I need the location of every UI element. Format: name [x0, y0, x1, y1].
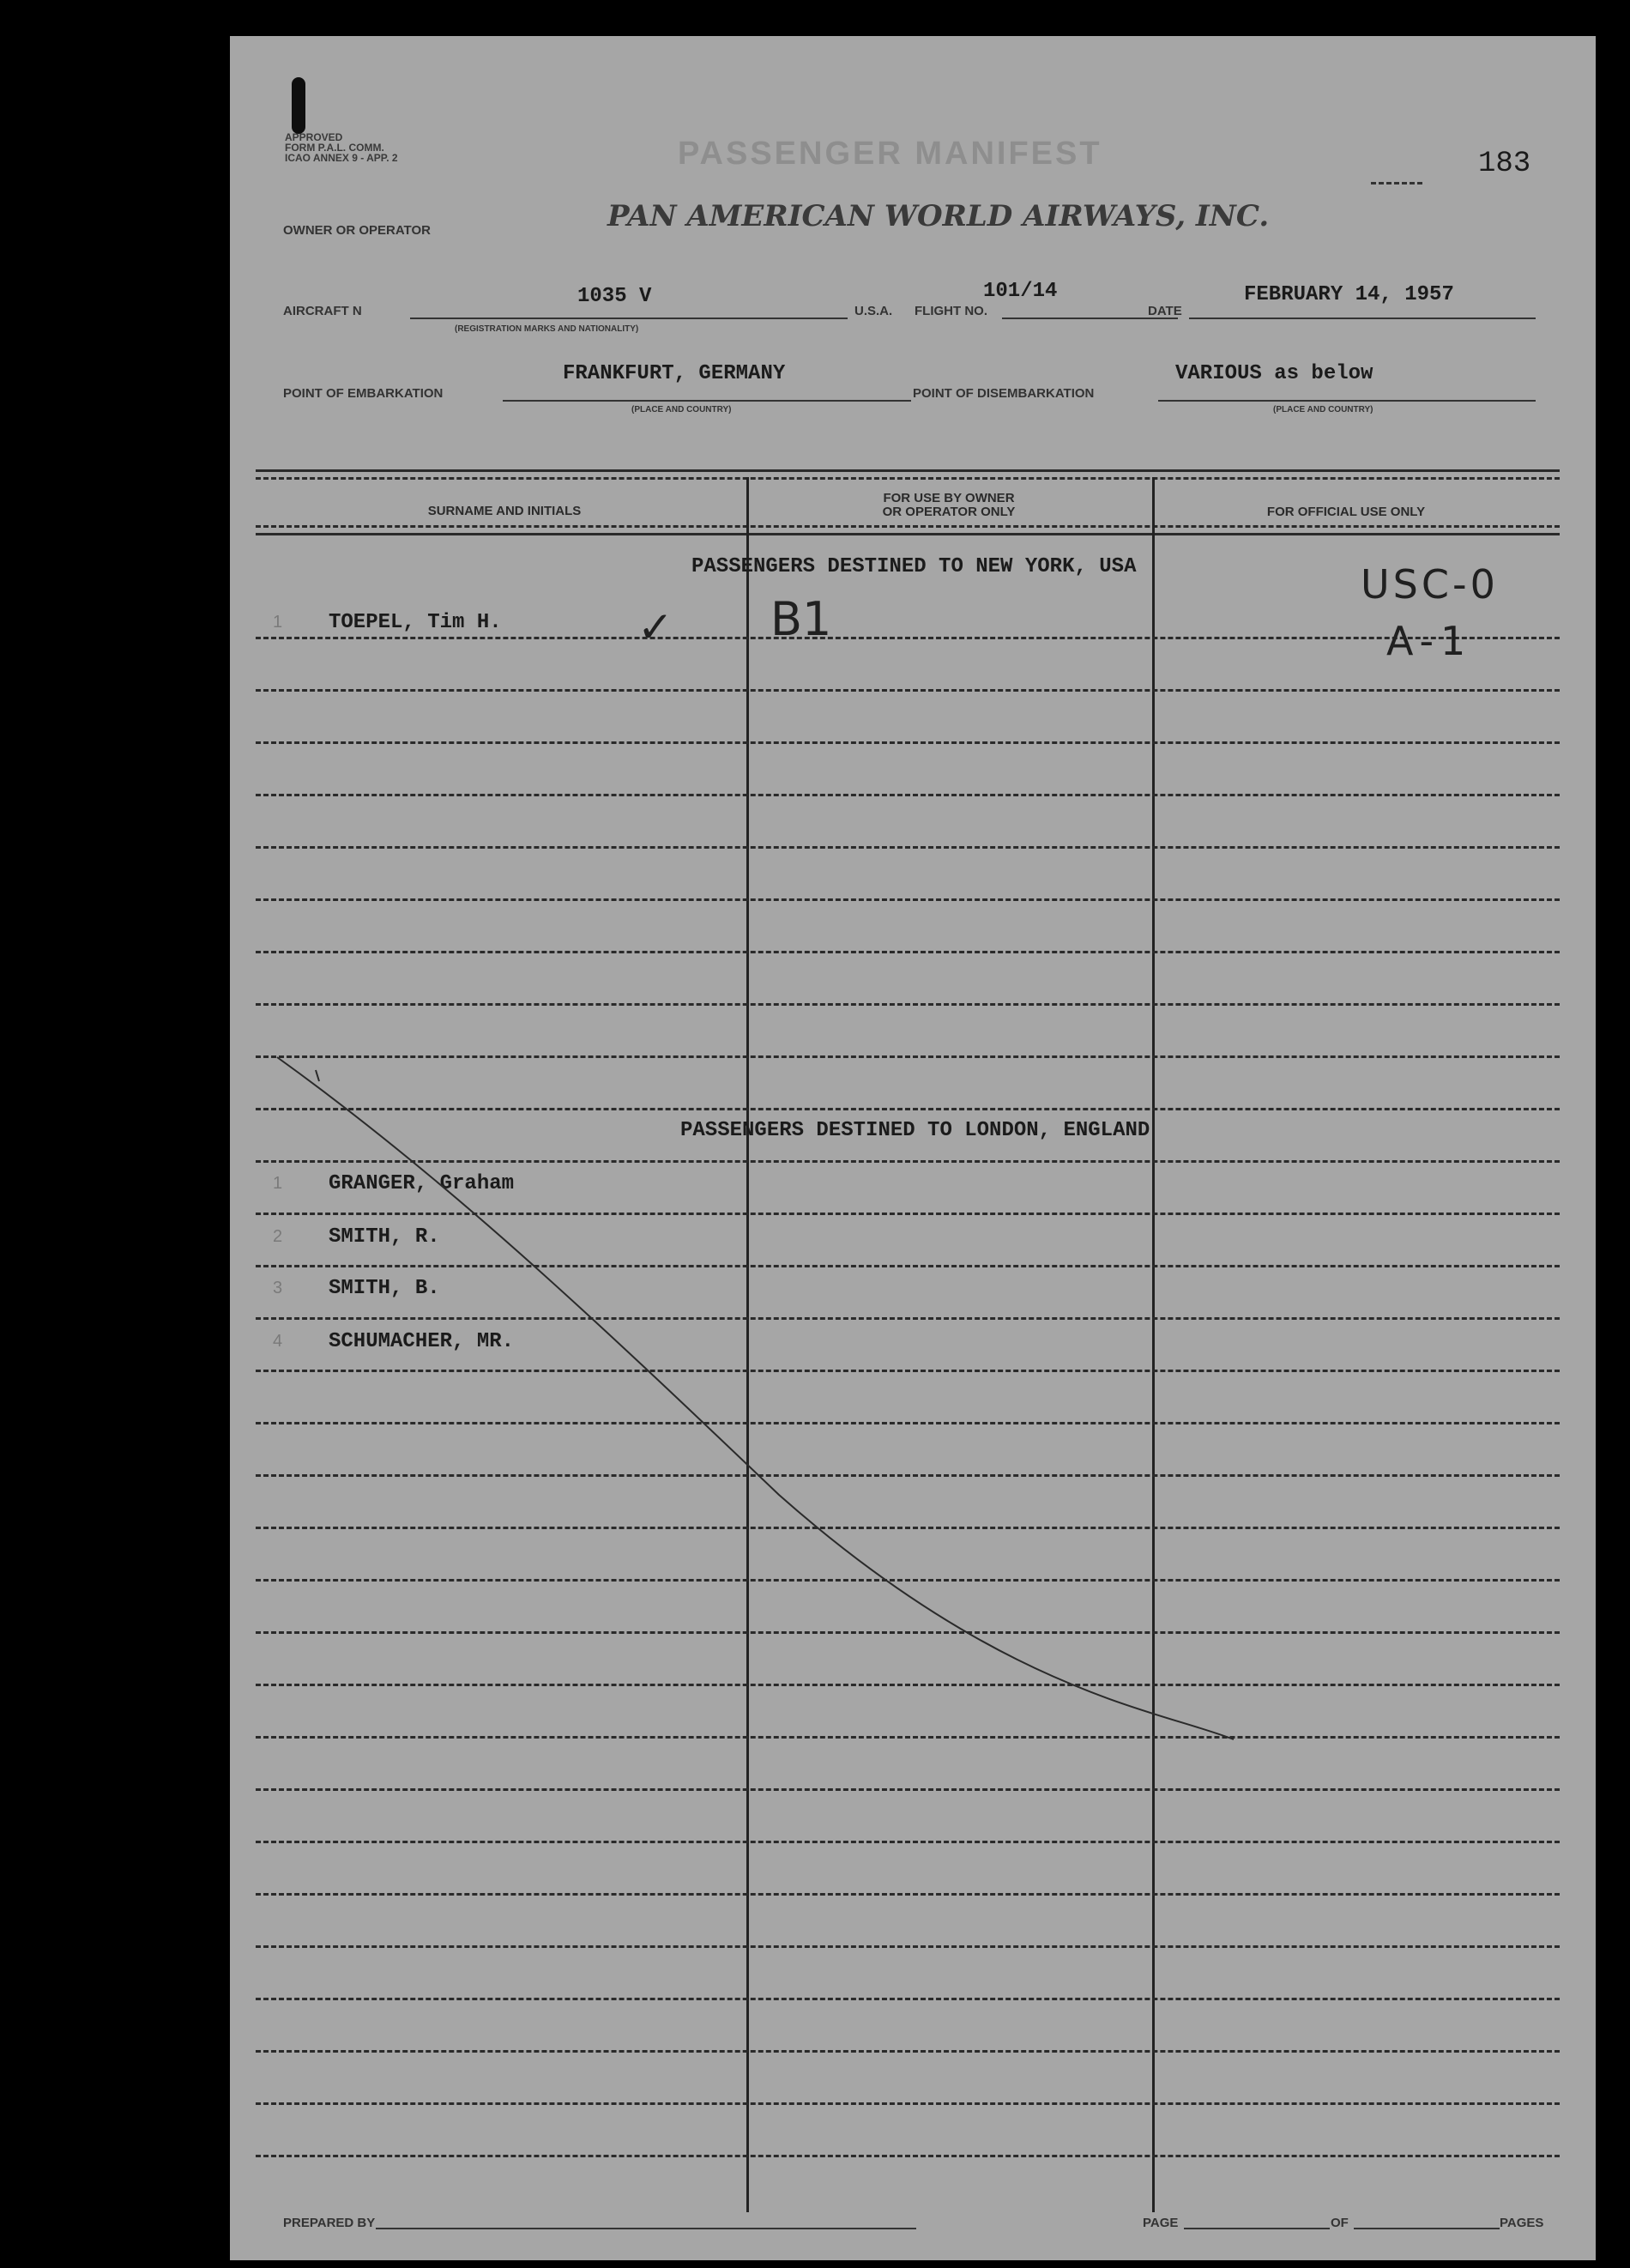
usa-label: U.S.A. — [854, 304, 893, 318]
col-header-official: FOR OFFICIAL USE ONLY — [1266, 505, 1426, 519]
aircraft-sub: (REGISTRATION MARKS AND NATIONALITY) — [455, 324, 639, 334]
disembark-value: VARIOUS as below — [1175, 362, 1373, 385]
group-heading-new-york: PASSENGERS DESTINED TO NEW YORK, USA — [691, 555, 1137, 578]
col-header-owner-use-2: OR OPERATOR ONLY — [882, 505, 1016, 519]
form-title: PASSENGER MANIFEST — [678, 136, 1102, 172]
disembark-label: POINT OF DISEMBARKATION — [913, 386, 1095, 401]
owner-value: PAN AMERICAN WORLD AIRWAYS, INC. — [607, 199, 1270, 233]
row-number: 4 — [273, 1332, 283, 1351]
row-number: 1 — [273, 1174, 283, 1193]
page-number: 183 — [1478, 148, 1531, 180]
official-note-2: A-1 — [1386, 618, 1473, 664]
official-note-1: USC-0 — [1361, 561, 1499, 608]
page-line — [1184, 2228, 1330, 2229]
approval-stamp: APPROVED FORM P.A.L. COMM. ICAO ANNEX 9 - APP. 2 — [285, 131, 398, 164]
embark-value: FRANKFURT, GERMANY — [563, 362, 786, 385]
cancel-stroke — [230, 36, 1596, 2260]
aircraft-value: 1035 V — [577, 285, 652, 308]
row-number: 1 — [273, 613, 283, 632]
passenger-name: SMITH, R. — [329, 1225, 440, 1249]
date-value: FEBRUARY 14, 1957 — [1244, 283, 1454, 306]
prepared-by-label: PREPARED BY — [283, 2216, 376, 2230]
group-heading-london: PASSENGERS DESTINED TO LONDON, ENGLAND — [680, 1119, 1150, 1142]
passenger-name: TOEPEL, Tim H. — [329, 611, 502, 634]
aircraft-label: AIRCRAFT N — [283, 304, 362, 318]
embark-label: POINT OF EMBARKATION — [283, 386, 444, 401]
owner-note: B1 — [770, 592, 832, 646]
row-number: 3 — [273, 1279, 283, 1297]
passenger-name: SMITH, B. — [329, 1277, 440, 1300]
date-label: DATE — [1148, 304, 1182, 318]
flight-value: 101/14 — [983, 280, 1058, 303]
flight-label: FLIGHT NO. — [915, 304, 987, 318]
pages-label: PAGES — [1500, 2216, 1544, 2230]
prepared-by-line — [376, 2228, 916, 2229]
col-header-owner-use-1: FOR USE BY OWNER — [883, 491, 1015, 505]
passenger-name: SCHUMACHER, MR. — [329, 1330, 515, 1353]
col-header-surname: SURNAME AND INITIALS — [427, 504, 582, 518]
disembark-sub: (PLACE AND COUNTRY) — [1273, 405, 1373, 414]
page-label: PAGE — [1143, 2216, 1179, 2230]
check-mark-icon: ✓ — [637, 602, 673, 652]
passenger-name: GRANGER, Graham — [329, 1172, 515, 1195]
owner-label: OWNER OR OPERATOR — [283, 223, 431, 238]
of-line — [1354, 2228, 1500, 2229]
embark-sub: (PLACE AND COUNTRY) — [631, 405, 732, 414]
row-number: 2 — [273, 1227, 283, 1246]
manifest-sheet — [230, 36, 1596, 2260]
of-label: OF — [1331, 2216, 1349, 2230]
